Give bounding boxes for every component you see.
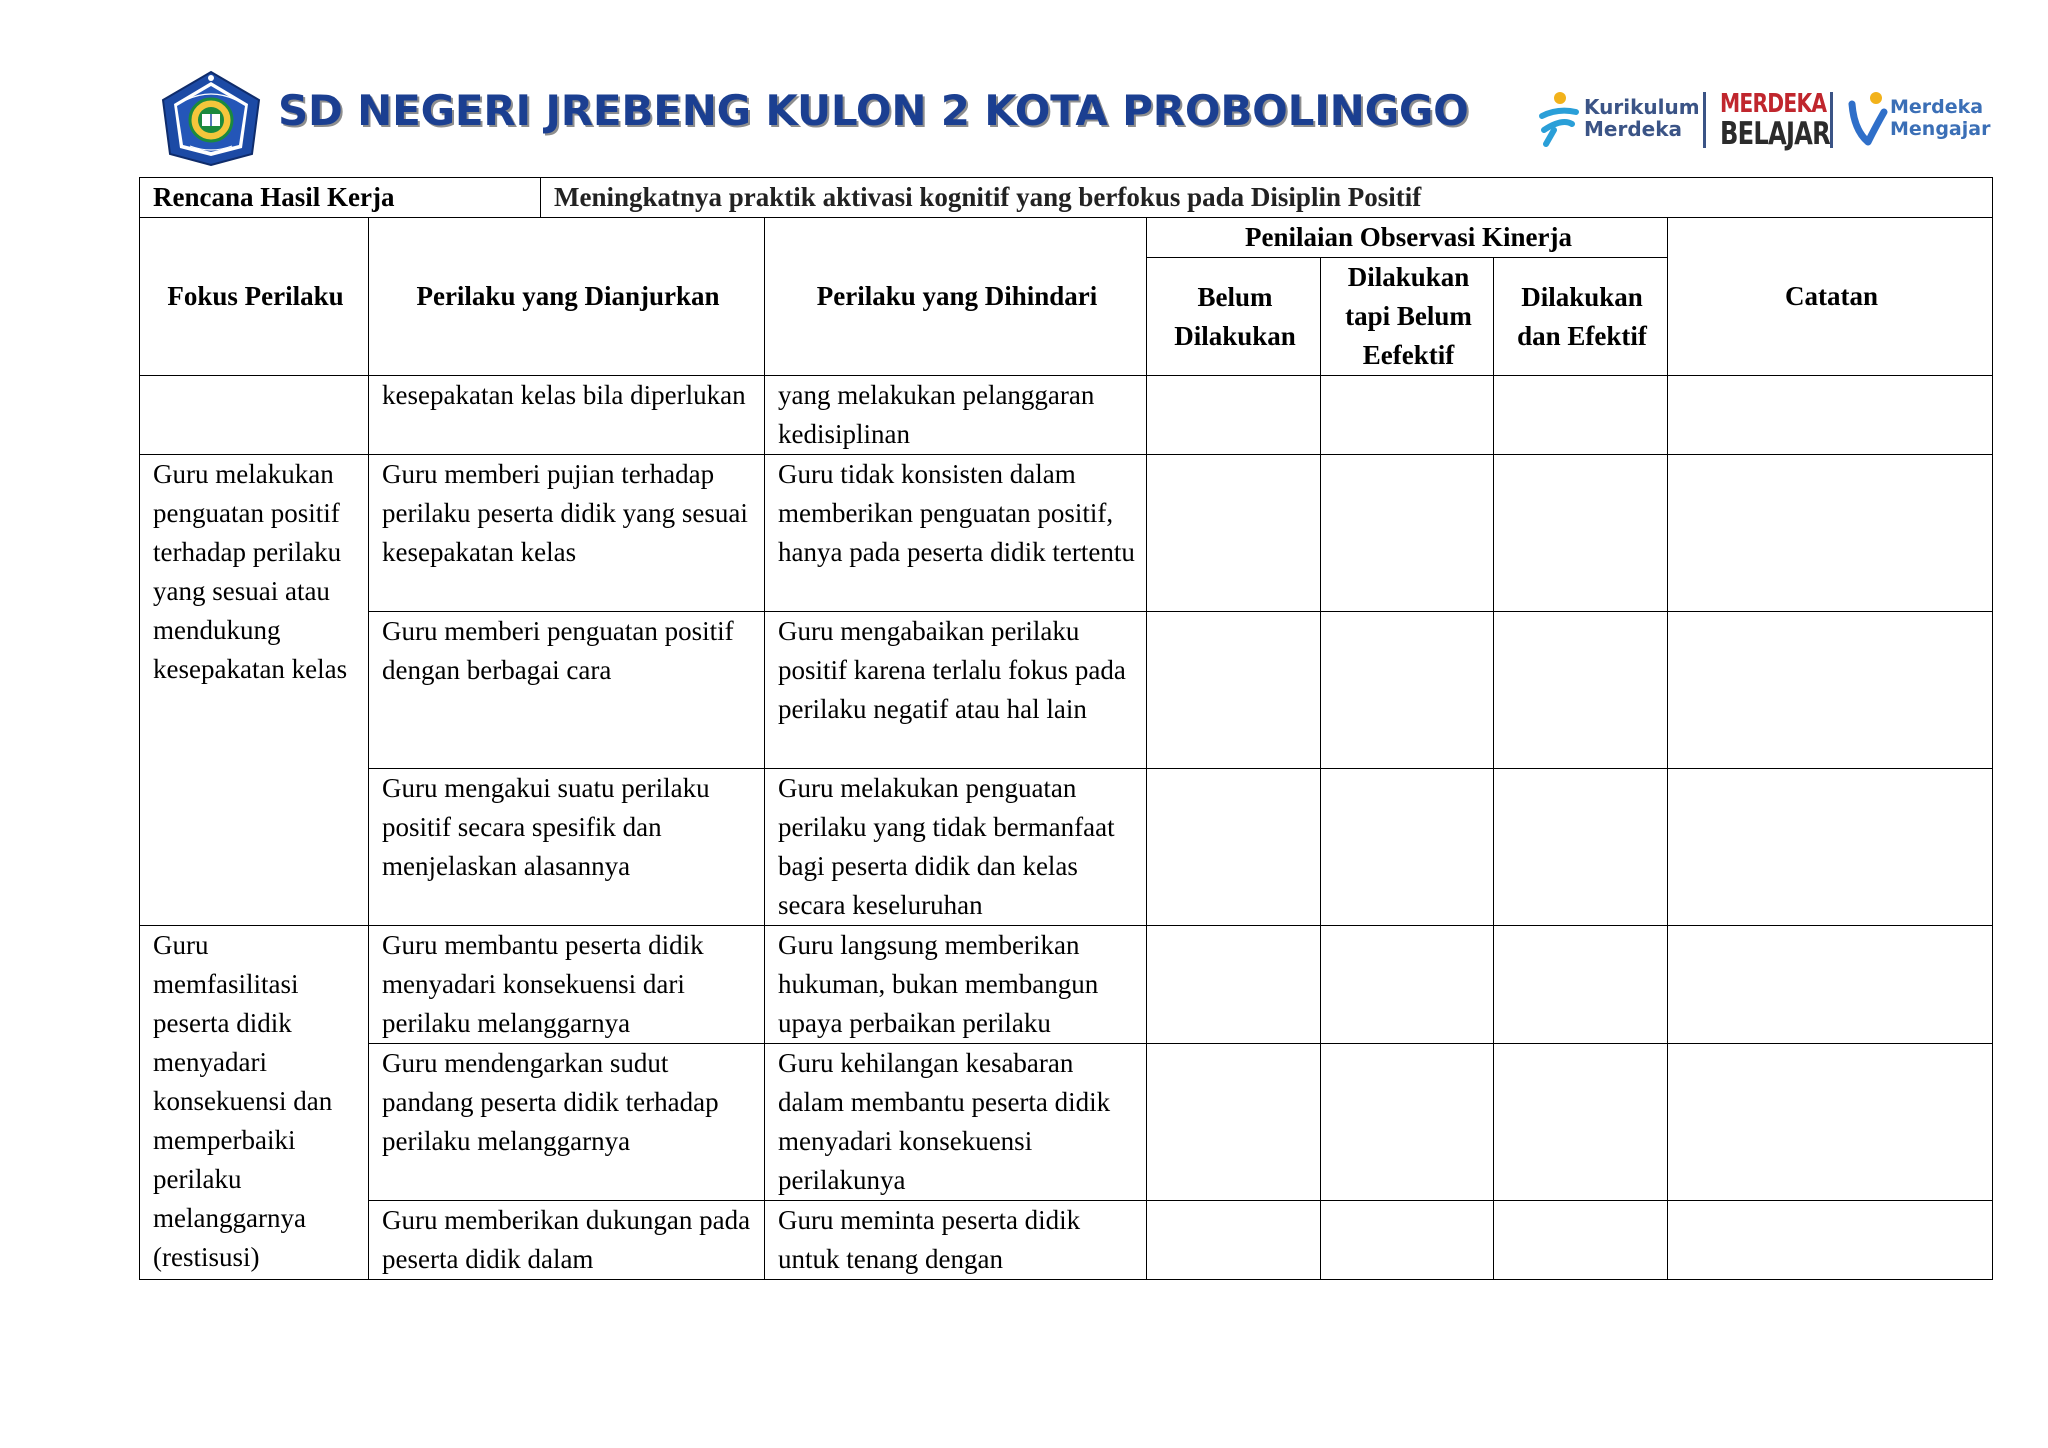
- dilakukan-efektif-cell[interactable]: [1494, 376, 1668, 455]
- dilakukan-efektif-cell[interactable]: [1494, 612, 1668, 769]
- catatan-cell[interactable]: [1668, 1201, 1993, 1280]
- merdeka-mengajar-icon: [1846, 90, 1888, 150]
- catatan-cell[interactable]: [1668, 769, 1993, 926]
- catatan-cell[interactable]: [1668, 1044, 1993, 1201]
- header-row: [140, 218, 1993, 258]
- table-row: [140, 1044, 1993, 1201]
- kurikulum-merdeka-logo: [1536, 90, 1706, 150]
- dihindari-cell: Guru tidak konsisten dalam memberikan penguatan positif, hanya pada peserta didik tertentu: [765, 455, 1147, 612]
- dihindari-cell: Guru mengabaikan perilaku positif karena terlalu fokus pada perilaku negatif atau hal lain: [765, 612, 1147, 769]
- fokus-cell-empty: [140, 376, 369, 455]
- kurikulum-text: Kurikulum: [1584, 95, 1700, 119]
- merdeka-belajar-logo: [1720, 89, 1830, 152]
- table-row: [140, 769, 1993, 926]
- col-perilaku-dianjurkan: Perilaku yang Dianjurkan: [369, 218, 765, 376]
- dianjurkan-cell: Guru mengakui suatu perilaku positif secara spesifik dan menjelaskan alasannya: [369, 769, 765, 926]
- dihindari-cell: Guru langsung memberikan hukuman, bukan membangun upaya perbaikan perilaku: [765, 926, 1147, 1044]
- table-row: [140, 1201, 1993, 1280]
- tapi-belum-efektif-cell[interactable]: [1321, 1044, 1494, 1201]
- school-name: SD NEGERI JREBENG KULON 2 KOTA PROBOLINGGO: [278, 86, 1469, 135]
- logo-divider: [1703, 92, 1706, 148]
- fokus-cell: Guru memfasilitasi peserta didik menyadari konsekuensi dan memperbaiki perilaku melanggarnya (restisusi): [140, 926, 369, 1280]
- merdeka-belajar-line1: MERDEKA: [1720, 89, 1827, 119]
- observation-table: [139, 177, 1993, 1280]
- dilakukan-efektif-cell[interactable]: [1494, 455, 1668, 612]
- fokus-cell: Guru melakukan penguatan positif terhadap perilaku yang sesuai atau mendukung kesepakatan kelas: [140, 455, 369, 926]
- belum-dilakukan-cell[interactable]: [1147, 1201, 1321, 1280]
- merdeka-mengajar-logo: [1846, 90, 2006, 150]
- dilakukan-efektif-cell[interactable]: [1494, 1044, 1668, 1201]
- col-dilakukan-dan-efektif: Dilakukan dan Efektif: [1494, 258, 1668, 376]
- dianjurkan-cell: Guru memberi pujian terhadap perilaku peserta didik yang sesuai kesepakatan kelas: [369, 455, 765, 612]
- dilakukan-efektif-cell[interactable]: [1494, 926, 1668, 1044]
- tapi-belum-efektif-cell[interactable]: [1321, 612, 1494, 769]
- tapi-belum-efektif-cell[interactable]: [1321, 926, 1494, 1044]
- dihindari-cell: Guru melakukan penguatan perilaku yang tidak bermanfaat bagi peserta didik dan kelas secara keseluruhan: [765, 769, 1147, 926]
- dilakukan-efektif-cell[interactable]: [1494, 1201, 1668, 1280]
- mengajar-line1: Merdeka: [1890, 96, 1984, 118]
- dihindari-cell: Guru meminta peserta didik untuk tenang dengan: [765, 1201, 1147, 1280]
- rhk-row: [140, 178, 1993, 218]
- col-perilaku-dihindari: Perilaku yang Dihindari: [765, 218, 1147, 376]
- table-row: [140, 926, 1993, 1044]
- document-header: [0, 0, 2048, 175]
- rhk-value: Meningkatnya praktik aktivasi kognitif yang berfokus pada Disiplin Positif: [541, 178, 1993, 218]
- dianjurkan-cell: Guru memberi penguatan positif dengan berbagai cara: [369, 612, 765, 769]
- belum-dilakukan-cell[interactable]: [1147, 376, 1321, 455]
- belum-dilakukan-cell[interactable]: [1147, 455, 1321, 612]
- catatan-cell[interactable]: [1668, 612, 1993, 769]
- tapi-belum-efektif-cell[interactable]: [1321, 1201, 1494, 1280]
- catatan-cell[interactable]: [1668, 926, 1993, 1044]
- dianjurkan-cell: Guru mendengarkan sudut pandang peserta didik terhadap perilaku melanggarnya: [369, 1044, 765, 1201]
- merdeka-text: Merdeka: [1584, 117, 1683, 141]
- dianjurkan-cell: Guru membantu peserta didik menyadari konsekuensi dari perilaku melanggarnya: [369, 926, 765, 1044]
- dilakukan-efektif-cell[interactable]: [1494, 769, 1668, 926]
- catatan-cell[interactable]: [1668, 376, 1993, 455]
- col-catatan: Catatan: [1668, 218, 1993, 376]
- school-logo: [160, 70, 262, 166]
- tapi-belum-efektif-cell[interactable]: [1321, 769, 1494, 926]
- belum-dilakukan-cell[interactable]: [1147, 612, 1321, 769]
- dihindari-cell: Guru kehilangan kesabaran dalam membantu peserta didik menyadari konsekuensi perilakunya: [765, 1044, 1147, 1201]
- tapi-belum-efektif-cell[interactable]: [1321, 455, 1494, 612]
- table-row: [140, 455, 1993, 612]
- dianjurkan-cell: kesepakatan kelas bila diperlukan: [369, 376, 765, 455]
- belum-dilakukan-cell[interactable]: [1147, 1044, 1321, 1201]
- kurikulum-merdeka-icon: [1536, 90, 1582, 150]
- table-row: [140, 612, 1993, 769]
- belum-dilakukan-cell[interactable]: [1147, 926, 1321, 1044]
- col-penilaian-observasi: Penilaian Observasi Kinerja: [1147, 218, 1668, 258]
- merdeka-belajar-line2: BELAJAR: [1720, 116, 1830, 152]
- dihindari-cell: yang melakukan pelanggaran kedisiplinan: [765, 376, 1147, 455]
- dianjurkan-cell: Guru memberikan dukungan pada peserta didik dalam: [369, 1201, 765, 1280]
- logo-divider: [1830, 92, 1833, 148]
- belum-dilakukan-cell[interactable]: [1147, 769, 1321, 926]
- col-belum-dilakukan: Belum Dilakukan: [1147, 258, 1321, 376]
- catatan-cell[interactable]: [1668, 455, 1993, 612]
- table-row: [140, 376, 1993, 455]
- col-fokus-perilaku: Fokus Perilaku: [140, 218, 369, 376]
- mengajar-line2: Mengajar: [1890, 118, 1991, 140]
- rhk-label: Rencana Hasil Kerja: [140, 178, 541, 218]
- tapi-belum-efektif-cell[interactable]: [1321, 376, 1494, 455]
- col-dilakukan-tapi-belum-efektif: Dilakukan tapi Belum Eefektif: [1321, 258, 1494, 376]
